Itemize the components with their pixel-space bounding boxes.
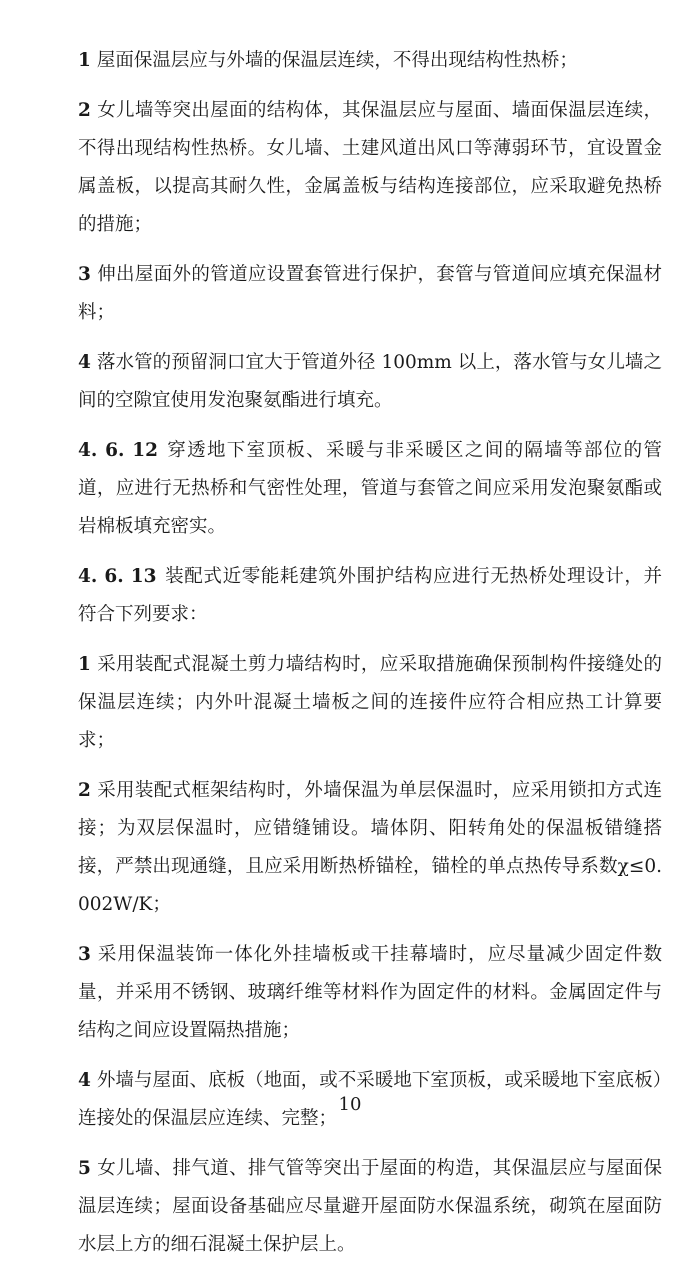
item-text: 采用装配式混凝土剪力墙结构时，应采取措施确保预制构件接缝处的保温层连续；内外叶混凝土墙板之间的连接件应符合相应热工计算要求； [78,654,662,751]
item-4-downpipe [0,344,662,420]
item-text: 外墙与屋面、底板（地面，或不采暖地下室顶板，或采暖地下室底板）连接处的保温层应连续、完整； [78,1070,662,1129]
item-number: 3 [78,944,91,965]
item-number: 1 [78,654,91,675]
item-5-roof-protrusions [0,1150,662,1264]
item-text: 女儿墙、排气道、排气管等突出于屋面的构造，其保温层应与屋面保温层连续；屋面设备基础应尽量避开屋面防水保温系统，砌筑在屋面防水层上方的细石混凝土保护层上。 [78,1158,662,1255]
clause-4-6-12 [0,432,662,546]
clause-number: 4. 6. 12 [78,440,158,461]
page-body [78,42,662,1276]
item-number: 2 [78,780,91,801]
item-3-curtain-wall [0,936,662,1050]
item-number: 1 [78,50,91,71]
item-3-pipe-sleeve [0,256,662,332]
item-number: 4 [78,352,91,373]
item-text: 采用保温装饰一体化外挂墙板或干挂幕墙时，应尽量减少固定件数量，并采用不锈钢、玻璃纤维等材料作为固定件的材料。金属固定件与结构之间应设置隔热措施； [78,944,662,1041]
item-text: 女儿墙等突出屋面的结构体，其保温层应与屋面、墙面保温层连续，不得出现结构性热桥。女儿墙、土建风道出风口等薄弱环节，宜设置金属盖板，以提高其耐久性，金属盖板与结构连接部位，应采取避免热桥的措施； [78,100,662,235]
clause-text: 装配式近零能耗建筑外围护结构应进行无热桥处理设计，并符合下列要求： [78,566,662,625]
item-text: 采用装配式框架结构时，外墙保温为单层保温时，应采用锁扣方式连接；为双层保温时，应错缝铺设。墙体阴、阳转角处的保温板错缝搭接，严禁出现通缝，且应采用断热桥锚栓，锚栓的单点热传导系数χ≤0.002W/K； [78,780,662,915]
item-text: 落水管的预留洞口宜大于管道外径 100mm 以上，落水管与女儿墙之间的空隙宜使用发泡聚氨酯进行填充。 [78,352,662,411]
clause-text: 穿透地下室顶板、采暖与非采暖区之间的隔墙等部位的管道，应进行无热桥和气密性处理，管道与套管之间应采用发泡聚氨酯或岩棉板填充密实。 [78,440,662,537]
item-2-parapet [0,92,662,244]
item-number: 3 [78,264,91,285]
item-number: 2 [78,100,91,121]
item-text: 伸出屋面外的管道应设置套管进行保护，套管与管道间应填充保温材料； [78,264,662,323]
page-number: 10 [338,1094,362,1115]
item-2-frame-structure [0,772,662,924]
item-text: 屋面保温层应与外墙的保温层连续，不得出现结构性热桥； [96,50,578,71]
item-number: 4 [78,1070,91,1091]
clause-number: 4. 6. 13 [78,566,157,587]
item-number: 5 [78,1158,91,1179]
item-1-roof-insulation [0,42,662,80]
clause-4-6-13 [0,558,662,634]
item-1-shear-wall [0,646,662,760]
